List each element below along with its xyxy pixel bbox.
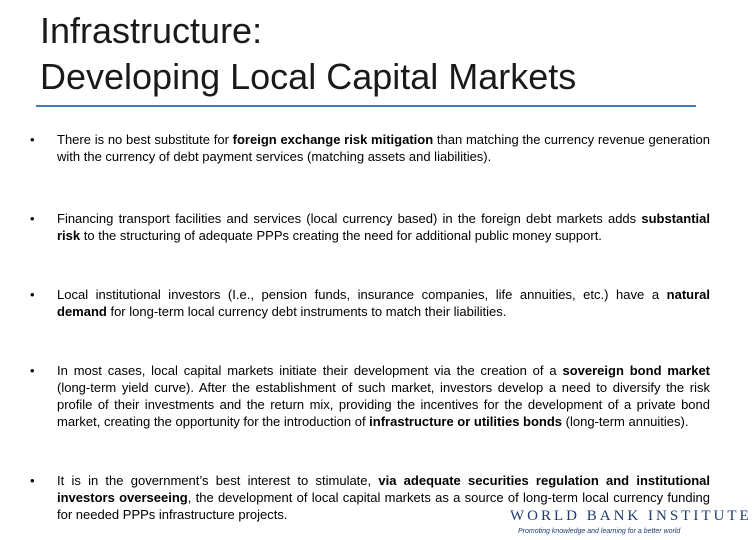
text-run: Financing transport facilities and services (local currency based) in the foreign debt markets adds xyxy=(57,211,642,226)
bold-phrase: via adequate securities regulation and institutional investors overseeing xyxy=(57,473,710,505)
bullet-dot-icon: • xyxy=(30,473,35,488)
bold-phrase: natural demand xyxy=(57,287,710,319)
text-run: than matching the currency revenue generation with the currency of debt payment services (matching assets and liabilities). xyxy=(57,132,710,164)
slide-title-line-2: Developing Local Capital Markets xyxy=(40,56,577,97)
slide-title xyxy=(40,8,710,100)
bullet-text-4 xyxy=(57,362,710,430)
text-run: , the development of local capital markets as a source of long-term local currency funding for needed PPPs infrastructure projects. xyxy=(57,490,710,522)
text-run: (long-term yield curve). After the establishment of such market, investors develop a need to diversify the risk profile of their investments and the return mix, providing the incentives for the development of a private bond market, creating the opportunity for the introduction of xyxy=(57,380,710,429)
text-run: There is no best substitute for xyxy=(57,132,233,147)
bullet-text-3 xyxy=(57,286,710,320)
bullet-dot-icon: • xyxy=(30,287,35,302)
slide-title-line-1: Infrastructure: xyxy=(40,10,263,51)
bold-phrase: sovereign bond market xyxy=(562,363,710,378)
text-run: for long-term local currency debt instruments to match their liabilities. xyxy=(106,304,507,319)
bold-phrase: foreign exchange risk mitigation xyxy=(232,132,434,147)
bullet-item-2 xyxy=(30,210,710,244)
text-run: (long-term annuities). xyxy=(562,414,689,429)
bullet-item-1 xyxy=(30,131,710,165)
text-run: In most cases, local capital markets initiate their development via the creation of a xyxy=(57,363,563,378)
world-bank-institute-logo xyxy=(510,508,752,538)
logo-name: WORLD BANK INSTITUTE xyxy=(510,508,752,524)
text-run: It is in the government’s best interest to stimulate, xyxy=(57,473,379,488)
bullet-dot-icon: • xyxy=(30,363,35,378)
bullet-text-1 xyxy=(57,131,710,165)
bullet-item-3 xyxy=(30,286,710,320)
bullet-dot-icon: • xyxy=(30,132,35,147)
title-underline xyxy=(36,105,696,107)
bullet-text-2 xyxy=(57,210,710,244)
logo-tagline: Promoting knowledge and learning for a better world xyxy=(518,528,681,535)
bold-phrase: substantial risk xyxy=(57,211,710,243)
bullet-dot-icon: • xyxy=(30,211,35,226)
text-run: to the structuring of adequate PPPs creating the need for additional public money support. xyxy=(80,228,602,243)
bold-phrase: infrastructure or utilities bonds xyxy=(369,414,563,429)
bullet-item-4 xyxy=(30,362,710,430)
text-run: Local institutional investors (I.e., pension funds, insurance companies, life annuities, etc.) have a xyxy=(57,287,667,302)
